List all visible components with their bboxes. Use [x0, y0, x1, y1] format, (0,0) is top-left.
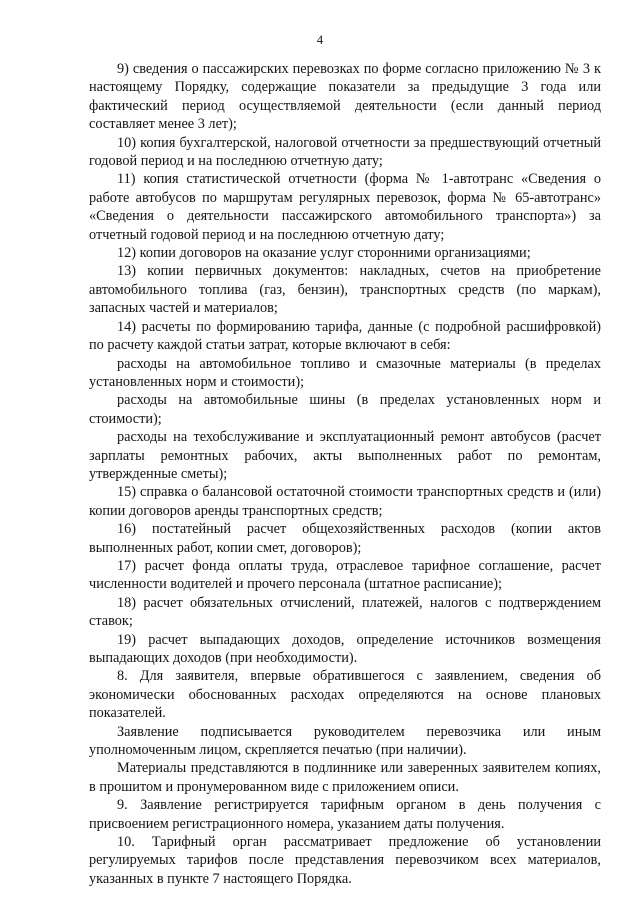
paragraph-item-9: 9) сведения о пассажирских перевозках по форме согласно приложению № 3 к настоящему Порядку, содержащие показатели за предыдущие 3 года или фактический период осуществляемой деятельности (если данный период составляет менее 3 лет); [89, 61, 601, 133]
paragraph-materials-note: Материалы представляются в подлиннике или заверенных заявителем копиях, в прошитом и пронумерованном виде с приложением описи. [89, 760, 601, 795]
page-number: 4 [316, 33, 324, 47]
paragraph-item-16: 16) постатейный расчет общехозяйственных расходов (копии актов выполненных работ, копии смет, договоров); [89, 521, 601, 556]
paragraph-item-18: 18) расчет обязательных отчислений, платежей, налогов с подтверждением ставок; [89, 594, 601, 630]
paragraph-tire-costs: расходы на автомобильные шины (в пределах установленных норм и стоимости); [89, 392, 601, 427]
paragraph-signature-note: Заявление подписывается руководителем перевозчика или иным уполномоченным лицом, скрепляется печатью (при наличии). [89, 723, 601, 759]
paragraph-item-14: 14) расчеты по формированию тарифа, данные (с подробной расшифровкой) по расчету каждой статьи затрат, которые включают в себя: [89, 318, 601, 354]
document-body [89, 60, 601, 888]
paragraph-item-13: 13) копии первичных документов: накладных, счетов на приобретение автомобильного топлива (газ, бензин), транспортных средств (по маркам), запасных частей и материалов; [89, 263, 601, 317]
paragraph-fuel-costs: расходы на автомобильное топливо и смазочные материалы (в пределах установленных норм и стоимости); [89, 355, 601, 390]
paragraph-item-19: 19) расчет выпадающих доходов, определение источников возмещения выпадающих доходов (при необходимости). [89, 631, 601, 666]
paragraph-item-11: 11) копия статистической отчетности (форма № 1-автотранс «Сведения о работе автобусов по маршрутам регулярных перевозок, форма № 65-автотранс» «Сведения о деятельности пассажирского автомобильного транспорта») за отчетный годовой период и на последнюю отчетную дату; [89, 171, 601, 243]
paragraph-maintenance-costs: расходы на техобслуживание и эксплуатационный ремонт автобусов (расчет зарплаты ремонтных рабочих, акты выполненных работ по ремонтам, утвержденные сметы); [89, 429, 601, 482]
paragraph-item-10: 10) копия бухгалтерской, налоговой отчетности за предшествующий отчетный годовой период и на последнюю отчетную дату; [89, 134, 601, 170]
paragraph-section-10: 10. Тарифный орган рассматривает предложение об установлении регулируемых тарифов после представления перевозчиком всех материалов, указанных в пункте 7 настоящего Порядка. [89, 834, 601, 887]
paragraph-section-9: 9. Заявление регистрируется тарифным органом в день получения с присвоением регистрационного номера, указанием даты получения. [89, 797, 601, 832]
paragraph-item-15: 15) справка о балансовой остаточной стоимости транспортных средств и (или) копии договоров аренды транспортных средств; [89, 484, 601, 519]
paragraph-section-8: 8. Для заявителя, впервые обратившегося с заявлением, сведения об экономически обоснованных расходах определяются на основе плановых показателей. [89, 668, 601, 722]
paragraph-item-17: 17) расчет фонда оплаты труда, отраслевое тарифное соглашение, расчет численности водителей и прочего персонала (штатное расписание); [89, 557, 601, 593]
paragraph-item-12: 12) копии договоров на оказание услуг сторонними организациями; [117, 245, 531, 262]
